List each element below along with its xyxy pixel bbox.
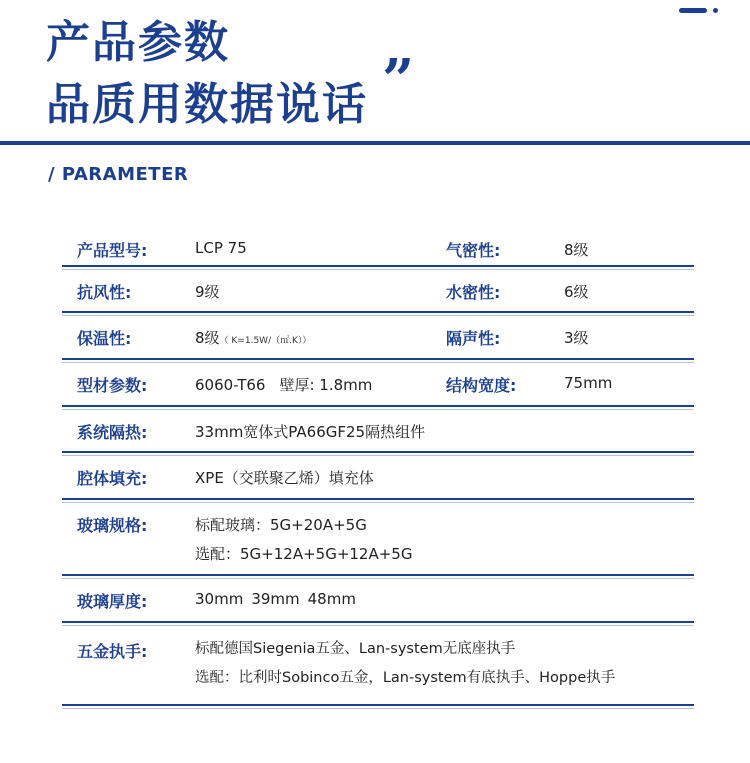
quote-mark: ” (382, 47, 415, 113)
row-label-2: 气密性: (446, 241, 501, 260)
row-value-2: 75mm (564, 374, 613, 392)
row-value: XPE（交联聚乙烯）填充体 (195, 469, 374, 487)
row-value (195, 590, 356, 608)
row-label: 型材参数: (77, 376, 148, 395)
row-value: 33mm宽体式PA66GF25隔热组件 (195, 423, 426, 441)
section-label: / PARAMETER (48, 164, 189, 185)
row-label-2: 隔声性: (446, 329, 501, 348)
decoration-dot (713, 8, 718, 13)
row-value-main: 6060-T66 (195, 376, 266, 394)
row-value (195, 637, 615, 687)
row-value: LCP 75 (195, 239, 247, 257)
row-label: 产品型号: (77, 241, 148, 260)
header-divider (0, 141, 750, 145)
row-value-line1: 标配德国Siegenia五金、Lan-system无底座执手 (195, 641, 516, 657)
row-value-2: 3级 (564, 329, 589, 347)
row-value-c: 48mm (307, 590, 356, 608)
row-label: 系统隔热: (77, 423, 148, 442)
row-value-b: 39mm (251, 590, 300, 608)
table-row (62, 500, 694, 576)
table-row (62, 267, 694, 313)
table-row (62, 222, 694, 267)
row-value-line2: 选配：5G+12A+5G+12A+5G (195, 545, 413, 563)
row-value: 9级 (195, 283, 220, 301)
row-label: 玻璃厚度: (77, 592, 148, 611)
page-title: 产品参数 (46, 17, 230, 68)
table-row (62, 407, 694, 453)
row-value-2: 8级 (564, 241, 589, 259)
row-label: 保温性: (77, 329, 132, 348)
table-row (62, 576, 694, 623)
row-label-2: 水密性: (446, 283, 501, 302)
row-value (195, 514, 412, 564)
row-value-2: 6级 (564, 283, 589, 301)
row-label-2: 结构宽度: (446, 376, 517, 395)
row-value (195, 327, 311, 348)
decoration-dash (679, 8, 707, 13)
parameter-table (62, 222, 694, 706)
row-value-extra: 壁厚: 1.8mm (279, 376, 373, 394)
page-subtitle: 品质用数据说话 (46, 79, 368, 130)
row-value-a: 30mm (195, 590, 244, 608)
table-row (62, 360, 694, 407)
row-label: 玻璃规格: (77, 516, 148, 535)
row-value-line2: 选配：比利时Sobinco五金，Lan-system有底执手、Hoppe执手 (195, 670, 616, 686)
row-value-main: 8级 (195, 329, 220, 347)
row-value-line1: 标配玻璃：5G+20A+5G (195, 516, 367, 534)
row-value (195, 374, 372, 395)
table-row (62, 453, 694, 500)
row-label: 五金执手: (77, 642, 148, 661)
table-row (62, 623, 694, 706)
row-value-note: （ K=1.5W/（㎡.K）） (219, 336, 312, 346)
row-label: 腔体填充: (77, 469, 148, 488)
table-row (62, 313, 694, 360)
decoration-dash-dot (679, 8, 719, 14)
row-label: 抗风性: (77, 283, 132, 302)
